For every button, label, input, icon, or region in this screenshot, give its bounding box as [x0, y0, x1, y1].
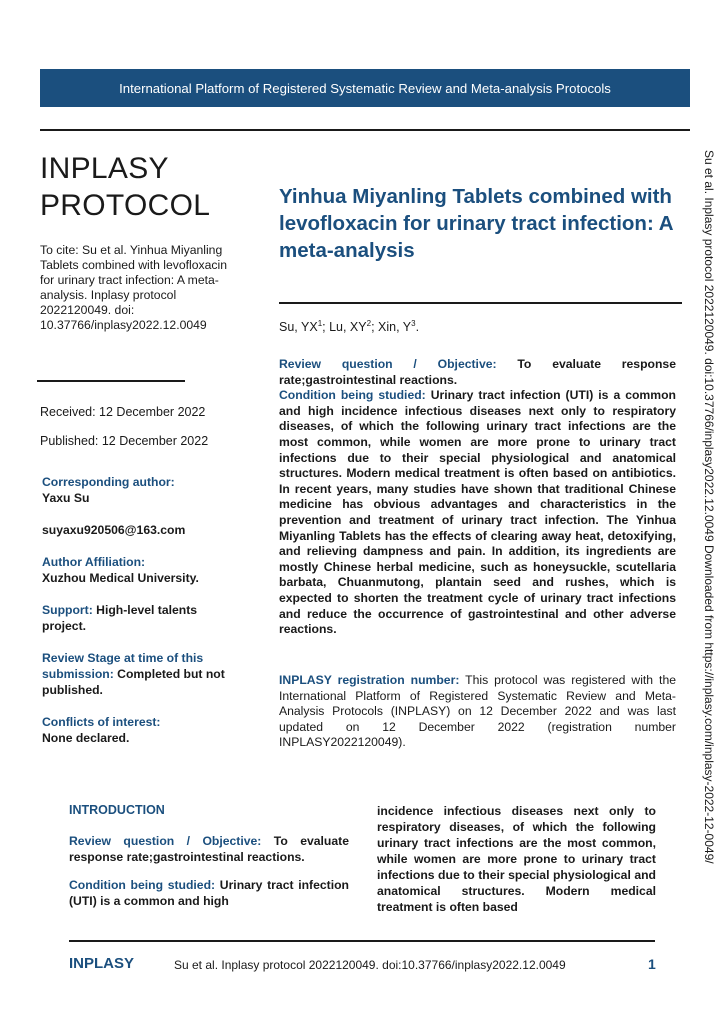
sidebar-details [42, 474, 232, 762]
title-divider [279, 302, 682, 304]
side-citation: Su et al. Inplasy protocol 2022120049. doi:10.37766/inplasy2022.12.0049 Downloaded from https://inplasy.com/inplasy-2022-12-0049/ [702, 150, 716, 864]
inplasy-protocol-brand [40, 150, 240, 224]
affiliation-label: Author Affiliation: [42, 555, 146, 569]
email-block [42, 522, 232, 538]
affiliation-block [42, 554, 232, 586]
abstract-review-label: Review question / Objective: [279, 357, 497, 371]
support-value: High-level talents project. [42, 603, 198, 633]
registration-text: This protocol was registered with the International Platform of Registered Systematic Review and Meta-Analysis Protocols (INPLASY) on 12 December 2022 and was last updated on 12 December 2022 (registration number INPLASY2022120049). [279, 673, 676, 750]
author-1: Su, YX [279, 320, 318, 335]
paper-title: Yinhua Miyanling Tablets combined with levofloxacin for urinary tract infection: A meta-analysis [279, 185, 673, 262]
corresponding-author-name: Yaxu Su [42, 491, 90, 505]
brand-line-1: INPLASY [40, 152, 169, 185]
published-date: Published: 12 December 2022 [40, 434, 209, 448]
brand-line-2: PROTOCOL [40, 189, 211, 222]
conflicts-label: Conflicts of interest: [42, 715, 161, 729]
abstract-condition-label: Condition being studied: [279, 388, 426, 403]
intro-review-paragraph [69, 833, 349, 865]
review-stage-block [42, 650, 232, 698]
abstract [279, 357, 676, 638]
registration-label: INPLASY registration number: [279, 673, 460, 687]
introduction-heading: INTRODUCTION [69, 803, 165, 817]
author-3-affiliation: 3 [411, 319, 416, 328]
author-2-affiliation: 2 [366, 319, 372, 328]
author-2: ; Lu, XY [322, 320, 367, 335]
banner-text: International Platform of Registered Systematic Review and Meta-analysis Protocols [119, 80, 611, 96]
intro-condition-paragraph [69, 877, 349, 909]
intro-condition-text: Urinary tract infection (UTI) is a common and high [69, 878, 349, 908]
support-label: Support: [42, 603, 93, 617]
sidebar-divider [37, 380, 185, 382]
to-cite-text: To cite: Su et al. Yinhua Miyanling Tablets combined with levofloxacin for urinary tract infection: A meta-analysis. Inplasy protocol 2022120049. doi: 10.37766/inplasy2022.12.0049 [40, 243, 227, 332]
review-stage-label: Review Stage at time of this submission: [42, 651, 204, 681]
header-banner [40, 69, 690, 107]
intro-condition-label: Condition being studied: [69, 878, 216, 892]
author-list [279, 319, 419, 334]
review-stage-value: Completed but not published. [42, 667, 225, 697]
corresponding-author-block [42, 474, 232, 506]
received-date: Received: 12 December 2022 [40, 405, 206, 419]
affiliation-value: Xuzhou Medical University. [42, 571, 199, 585]
footer-divider [69, 940, 655, 942]
intro-review-label: Review question / Objective: [69, 834, 262, 848]
conflicts-block [42, 714, 232, 746]
intro-left-column [69, 833, 349, 921]
author-list-end: . [415, 320, 420, 335]
author-1-affiliation: 1 [317, 319, 323, 328]
conflicts-value: None declared. [42, 731, 130, 745]
abstract-review-text: To evaluate response rate;gastrointestinal reactions. [279, 357, 676, 387]
registration-paragraph [279, 673, 676, 751]
footer-citation: Su et al. Inplasy protocol 2022120049. doi:10.37766/inplasy2022.12.0049 [174, 958, 566, 972]
intro-right-column: incidence infectious diseases next only to respiratory diseases, of which the following urinary tract infections are the most common, while women are more prone to urinary tract infections due to their special physiological and anatomical structures. Modern medical treatment is often based [377, 804, 656, 914]
abstract-condition-text: Urinary tract infection (UTI) is a common and high incidence infectious diseases next only to respiratory diseases, of which the following urinary tract infections are the most common, while women are more prone to urinary tract infections due to their special physiological and anatomical structures. Modern medical treatment is often based on antibiotics. In recent years, many studies have shown that traditional Chinese medicine has obvious advantages and characteristics in the prevention and treatment of urinary tract infection. The Yinhua Miyanling Tablets has the effects of clearing away heat, detoxifying, and relieving dampness and pain. In addition, its ingredients are mostly Chinese herbal medicine, such as honeysuckle, scutellaria barbata, Chuanmutong, plantain seed and rushes, which is expected to shorten the treatment cycle of urinary tract infections and reduce the occurrence of gastrointestinal and other adverse reactions. [279, 388, 676, 637]
intro-review-text: To evaluate response rate;gastrointestinal reactions. [69, 834, 349, 864]
top-divider [40, 129, 690, 131]
author-3: ; Xin, Y [371, 320, 412, 335]
author-email[interactable]: suyaxu920506@163.com [42, 523, 186, 537]
footer-brand: INPLASY [69, 955, 135, 972]
support-block [42, 602, 232, 634]
corresponding-author-label: Corresponding author: [42, 475, 175, 489]
page-number: 1 [648, 956, 656, 972]
